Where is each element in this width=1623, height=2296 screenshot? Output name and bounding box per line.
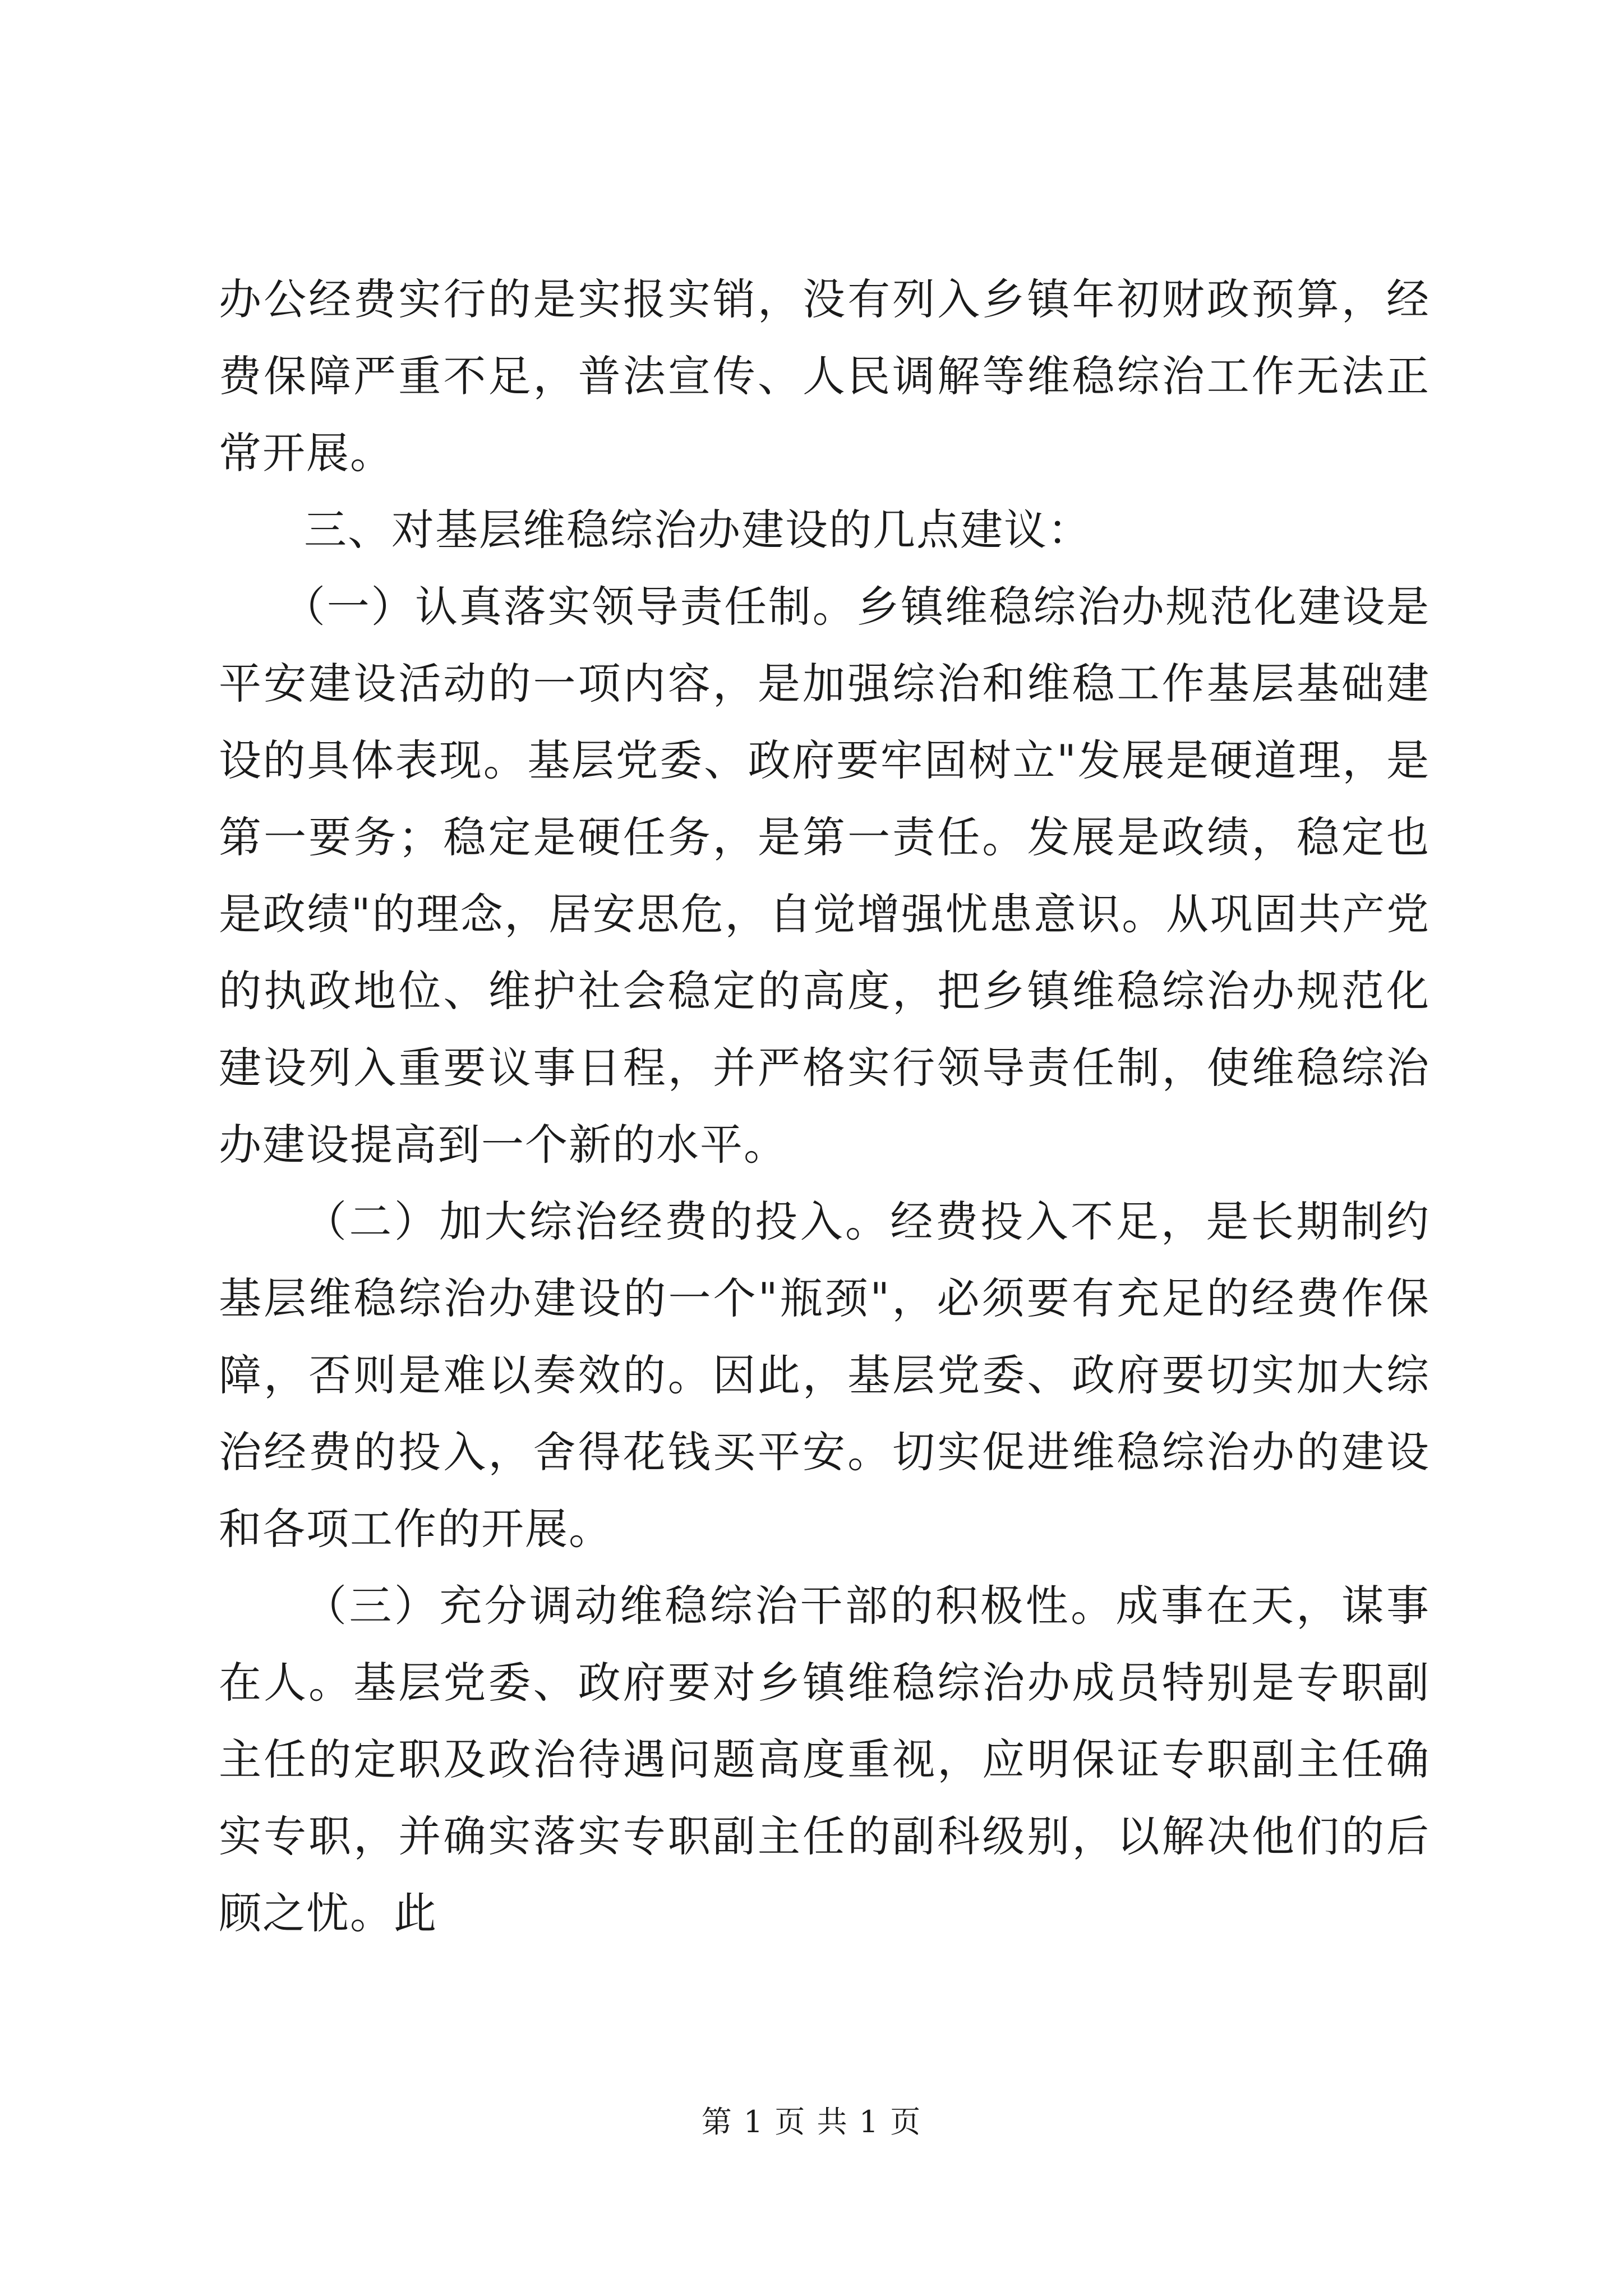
document-body — [219, 261, 1430, 1952]
section-heading: 三、对基层维稳综治办建设的几点建议： — [304, 505, 1091, 555]
paragraph-continuation: 办公经费实行的是实报实销，没有列入乡镇年初财政预算，经费保障严重不足，普法宣传、人民调解等维稳综治工作无法正常开展。 — [219, 274, 1430, 478]
paragraph-suggestion-3: （三）充分调动维稳综治干部的积极性。成事在天，谋事在人。基层党委、政府要对乡镇维稳综治办成员特别是专职副主任的定职及政治待遇问题高度重视，应明保证专职副主任确实专职，并确实落实专职副主任的副科级别，以解决他们的后顾之忧。此 — [219, 1581, 1430, 1938]
paragraph-suggestion-1: （一）认真落实领导责任制。乡镇维稳综治办规范化建设是平安建设活动的一项内容，是加强综治和维稳工作基层基础建设的具体表现。基层党委、政府要牢固树立"发展是硬道理，是第一要务；稳定是硬任务，是第一责任。发展是政绩，稳定也是政绩"的理念，居安思危，自觉增强忧患意识。从巩固共产党的执政地位、维护社会稳定的高度，把乡镇维稳综治办规范化建设列入重要议事日程，并严格实行领导责任制，使维稳综治办建设提高到一个新的水平。 — [219, 582, 1430, 1170]
paragraph-suggestion-2: （二）加大综治经费的投入。经费投入不足，是长期制约基层维稳综治办建设的一个"瓶颈"，必须要有充足的经费作保障，否则是难以奏效的。因此，基层党委、政府要切实加大综治经费的投入，舍得花钱买平安。切实促进维稳综治办的建设和各项工作的开展。 — [219, 1197, 1430, 1554]
page-footer: 第 1 页 共 1 页 — [701, 2104, 922, 2139]
